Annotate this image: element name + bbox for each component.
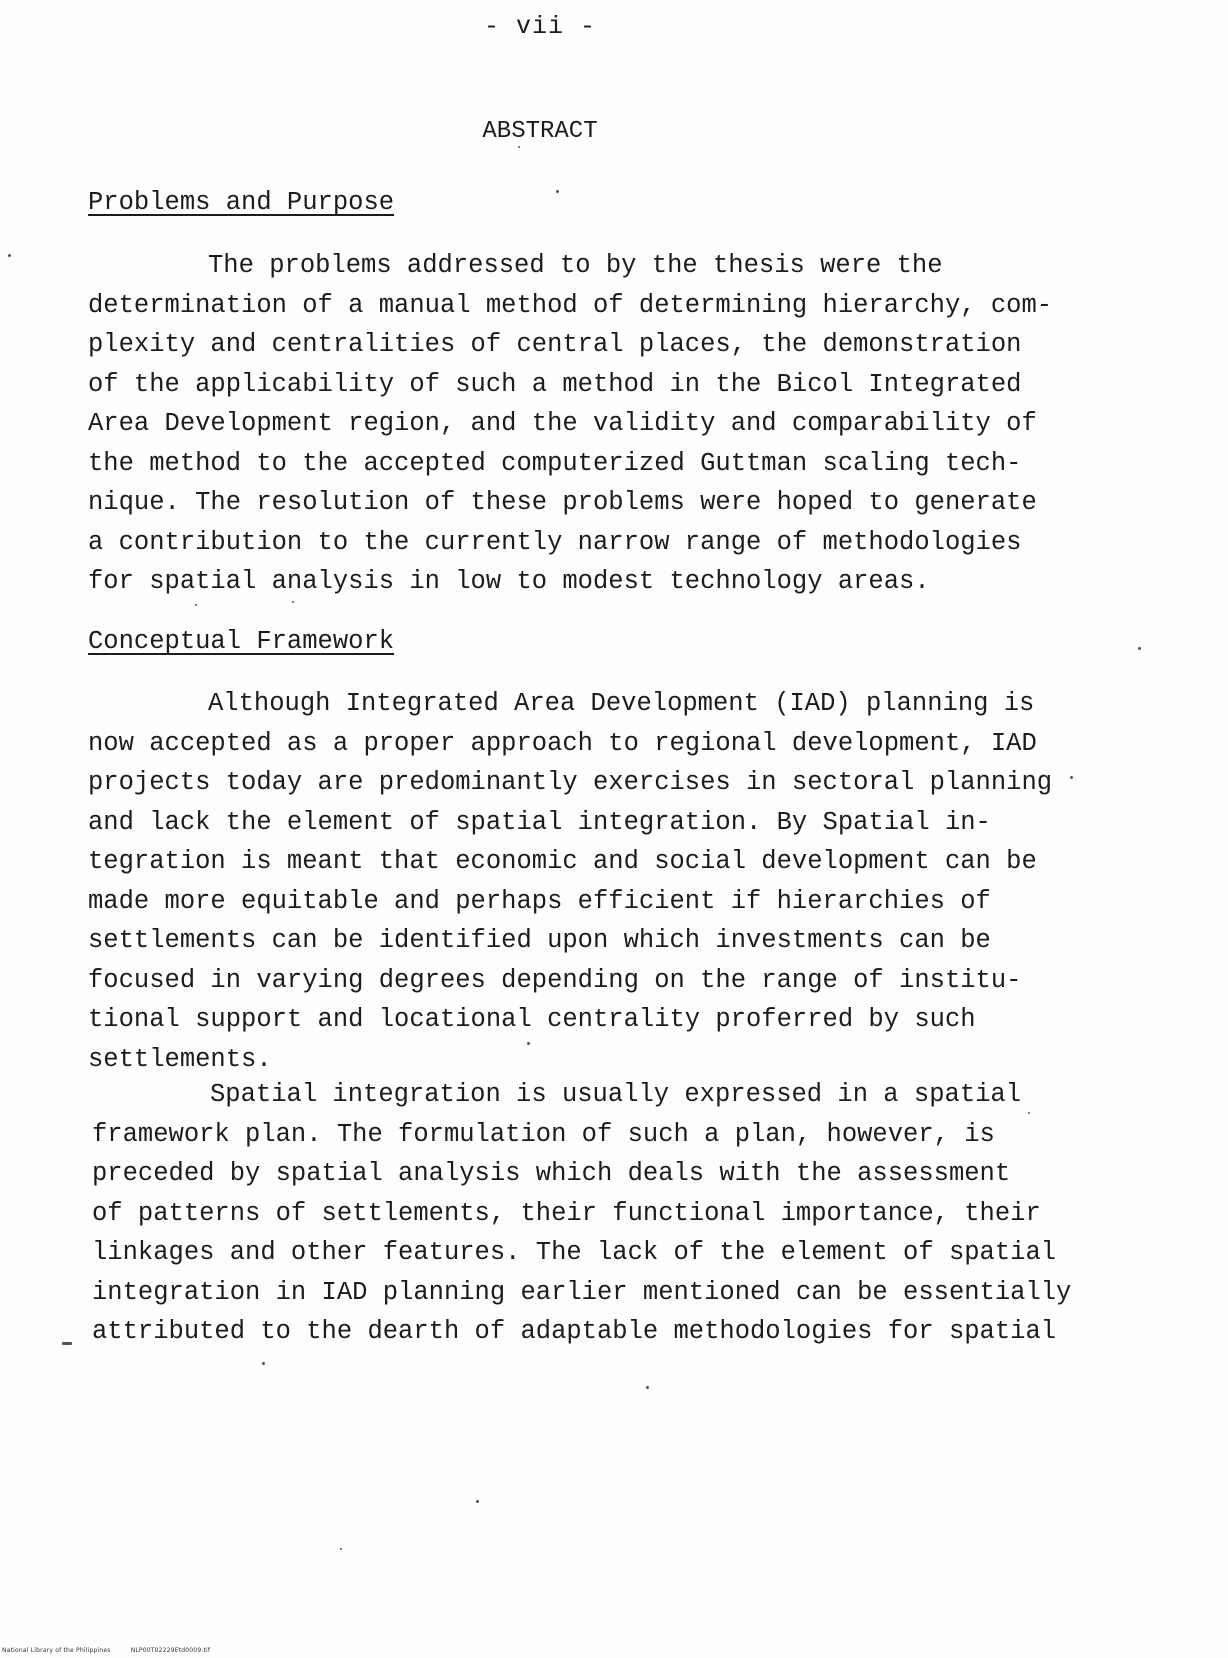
text-line: nique. The resolution of these problems were hoped to generate	[88, 488, 1037, 517]
scan-speck	[8, 254, 11, 257]
text-line: now accepted as a proper approach to regional development, IAD	[88, 728, 1037, 758]
scan-speck	[1138, 647, 1141, 650]
text-line: Although Integrated Area Development (IAD) planning is	[208, 689, 1035, 718]
text-line: tegration is meant that economic and social development can be	[88, 847, 1037, 876]
text-line: of patterns of settlements, their functional importance, their	[92, 1198, 1041, 1228]
text-line: linkages and other features. The lack of the element of spatial	[92, 1238, 1057, 1267]
page-title: ABSTRACT	[482, 118, 598, 145]
text-line: projects today are predominantly exercises in sectoral planning	[88, 768, 1053, 797]
scan-speck	[1070, 776, 1073, 779]
scan-speck	[340, 1548, 342, 1550]
scan-speck	[1028, 1112, 1030, 1114]
scan-speck	[262, 1362, 265, 1365]
footer-file: NLP00T02229Etd0009.tif	[130, 1647, 211, 1654]
text-line: attributed to the dearth of adaptable methodologies for spatial	[92, 1317, 1057, 1346]
scan-speck	[518, 146, 520, 148]
text-line: of the applicability of such a method in the Bicol Integrated	[88, 369, 1022, 399]
text-line: the method to the accepted computerized Guttman scaling tech-	[88, 448, 1022, 478]
text-line: made more equitable and perhaps efficient if hierarchies of	[88, 886, 991, 916]
scan-speck	[527, 1042, 530, 1045]
section-heading-problems-and-purpose: Problems and Purpose	[88, 188, 395, 217]
text-line: The problems addressed to by the thesis were the	[208, 251, 943, 280]
text-line: tional support and locational centrality proferred by such	[88, 1005, 976, 1034]
text-line: focused in varying degrees depending on the range of institu-	[88, 965, 1022, 995]
footer-library: National Library of the Philippines	[2, 1647, 111, 1654]
text-line: for spatial analysis in low to modest technology areas.	[88, 567, 930, 596]
text-line: Area Development region, and the validity and comparability of	[88, 409, 1037, 438]
scan-speck	[195, 604, 197, 606]
text-line: Spatial integration is usually expressed in a spatial	[210, 1080, 1022, 1109]
text-line: and lack the element of spatial integration. By Spatial in-	[88, 807, 991, 837]
scan-speck	[292, 601, 294, 603]
text-line: settlements can be identified upon which investments can be	[88, 926, 991, 955]
scan-footer	[2, 1647, 210, 1654]
text-line: settlements.	[88, 1044, 272, 1074]
text-line: framework plan. The formulation of such a plan, however, is	[92, 1119, 995, 1149]
text-line: integration in IAD planning earlier mentioned can be essentially	[92, 1277, 1072, 1307]
text-line: preceded by spatial analysis which deals with the assessment	[92, 1159, 1011, 1188]
text-line: determination of a manual method of determining hierarchy, com-	[88, 290, 1053, 320]
paragraph-conceptual-framework-1	[88, 684, 1052, 1079]
text-line: a contribution to the currently narrow range of methodologies	[88, 527, 1022, 557]
scan-speck	[62, 1342, 72, 1345]
scan-speck	[476, 1500, 479, 1503]
paragraph-problems-and-purpose	[88, 246, 1052, 602]
text-line: plexity and centralities of central places, the demonstration	[88, 330, 1022, 359]
scan-speck	[646, 1386, 649, 1389]
scan-speck	[556, 190, 559, 193]
paragraph-conceptual-framework-2	[92, 1075, 1071, 1352]
section-heading-conceptual-framework: Conceptual Framework	[88, 627, 395, 656]
page-number: - vii -	[483, 12, 597, 41]
